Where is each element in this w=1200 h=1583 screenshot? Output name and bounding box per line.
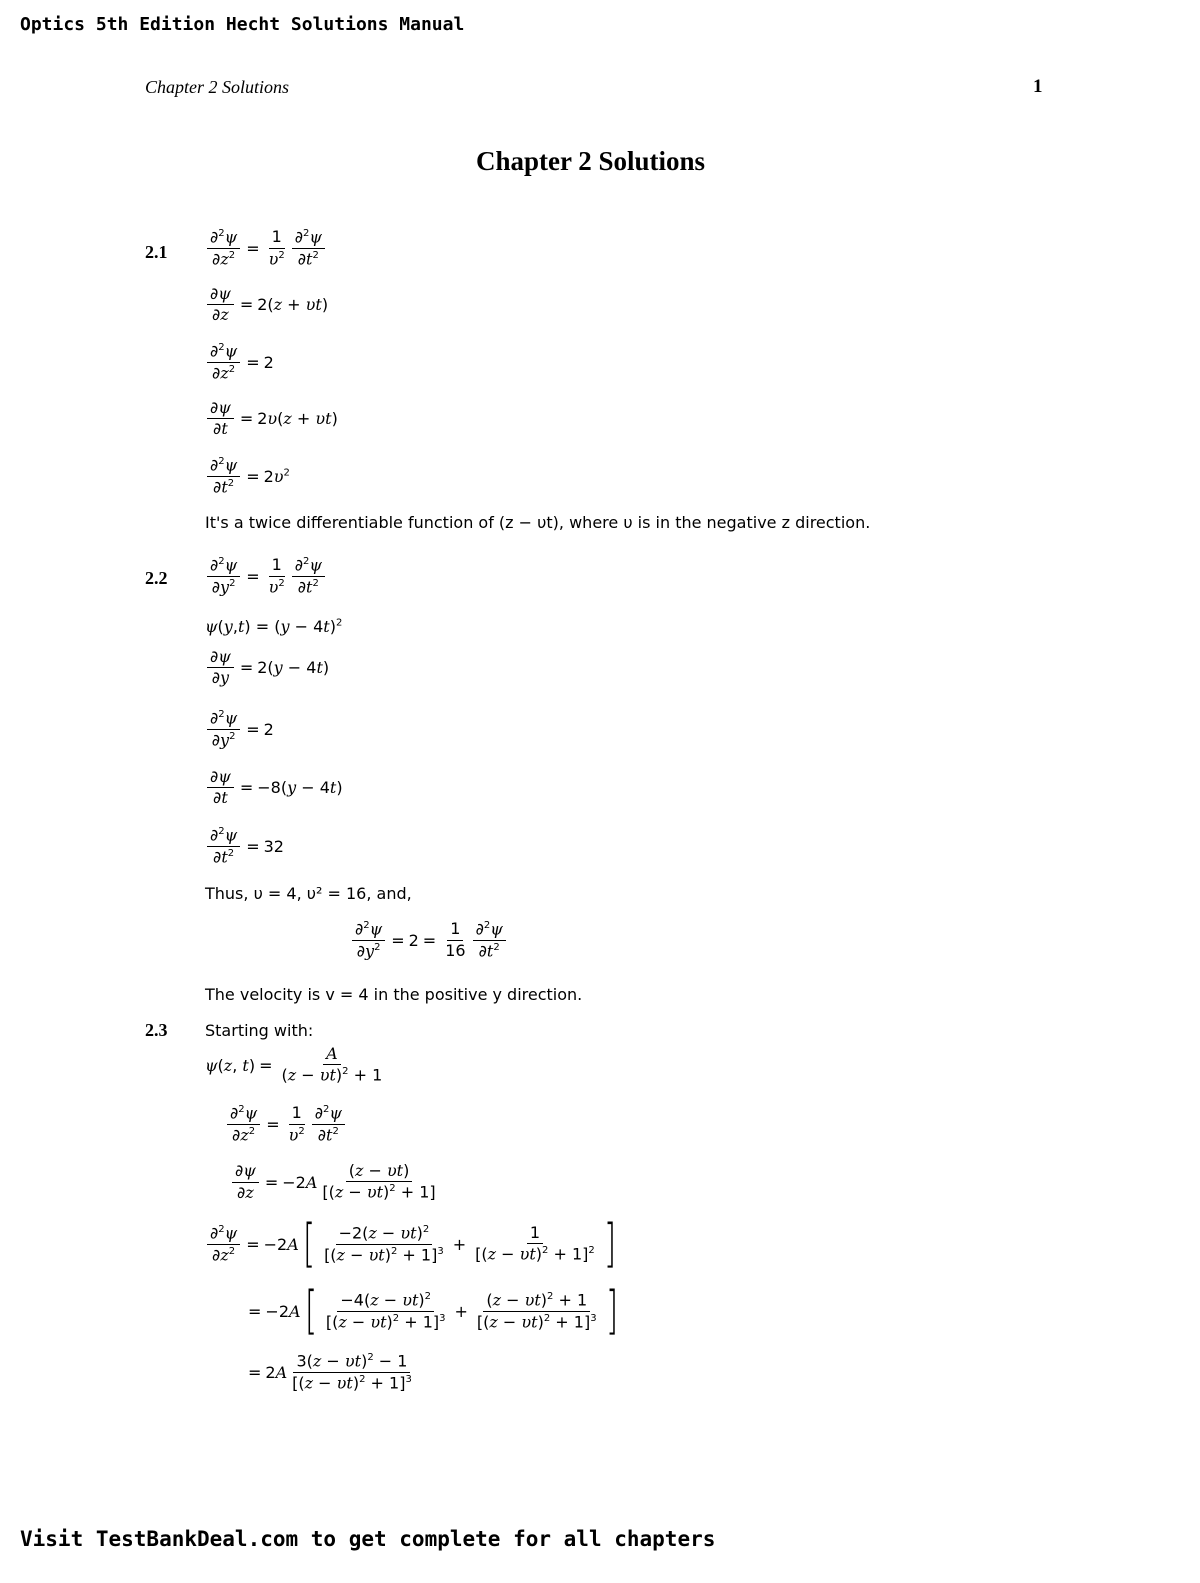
footer-banner: Visit TestBankDeal.com to get complete for all chapters: [20, 1527, 716, 1551]
intro-text: Starting with:: [205, 1021, 314, 1040]
equation: $\frac{\partial^2\psi}{\partial z^2}$ = $\frac{1}{\upsilon^2}$ $\frac{\partial^2\psi}{\partial t^2}$: [205, 228, 327, 268]
equation: ψ(z, t) = $\frac{A}{(z - \upsilon t)^2 + 1}$: [205, 1044, 383, 1085]
equation: $\frac{\partial^2\psi}{\partial y^2}$ = $\frac{1}{\upsilon^2}$ $\frac{\partial^2\psi}{\partial t^2}$: [205, 556, 327, 596]
equation: $\frac{\partial\psi}{\partial z}$ = −2A $\frac{(z - \upsilon t)}{[(z - \upsilon t)^2 + 1]}$: [230, 1162, 441, 1202]
equation: $\frac{\partial\psi}{\partial z}$ = 2(z + υt): [205, 285, 328, 325]
problem-number: 2.1: [145, 242, 168, 262]
equation: = −2A [ $\frac{-4(z - \upsilon t)^2}{[(z - \upsilon t)^2 + 1]^3}$ + $\frac{(z - \upsilon t)^2 + 1}{[(z - \upsilon t)^2 + 1]^3}$ ]: [248, 1281, 618, 1341]
chapter-title: Chapter 2 Solutions: [476, 146, 706, 176]
equation: $\frac{\partial\psi}{\partial y}$ = 2(y − 4t): [205, 648, 329, 688]
equation: $\frac{\partial^2\psi}{\partial t^2}$ = $2\upsilon^2$: [205, 456, 290, 496]
equation: $\frac{\partial^2\psi}{\partial z^2}$ = $\frac{1}{\upsilon^2}$ $\frac{\partial^2\psi}{\partial t^2}$: [225, 1104, 347, 1144]
equation: $\frac{\partial\psi}{\partial t}$ = 2υ(z + υt): [205, 399, 338, 439]
problem-number: 2.2: [145, 568, 168, 588]
equation: $\frac{\partial\psi}{\partial t}$ = −8(y − 4t): [205, 768, 343, 808]
problem-number: 2.3: [145, 1020, 168, 1040]
running-title: Chapter 2 Solutions: [145, 77, 290, 97]
site-banner: Optics 5th Edition Hecht Solutions Manual: [20, 14, 465, 35]
thus-text: Thus, υ = 4, υ² = 16, and,: [205, 884, 412, 903]
equation: $\psi(y,t) = (y - 4t)^2$: [205, 617, 343, 636]
page-number: 1: [1033, 76, 1043, 97]
equation: $\frac{\partial^2\psi}{\partial z^2}$ = −2A [ $\frac{-2(z - \upsilon t)^2}{[(z - \upsilon t)^2 + 1]^3}$ + $\frac{1}{[(z - \upsilon t)^2 + 1]^2}$ ]: [205, 1218, 620, 1270]
equation: = 2A $\frac{3(z - \upsilon t)^2 - 1}{[(z - \upsilon t)^2 + 1]^3}$: [248, 1351, 412, 1393]
velocity-text: The velocity is v = 4 in the positive y direction.: [205, 985, 583, 1004]
equation: $\frac{\partial^2\psi}{\partial z^2}$ = 2: [205, 342, 274, 382]
conclusion-text: It's a twice differentiable function of (z − υt), where υ is in the negative z direction.: [205, 513, 871, 532]
equation: $\frac{\partial^2\psi}{\partial t^2}$ = 32: [205, 826, 284, 866]
equation: $\frac{\partial^2\psi}{\partial y^2}$ = 2: [205, 709, 274, 749]
equation: $\frac{\partial^2\psi}{\partial y^2}$ = 2 = $\frac{1}{16}$ $\frac{\partial^2\psi}{\partial t^2}$: [350, 920, 508, 960]
